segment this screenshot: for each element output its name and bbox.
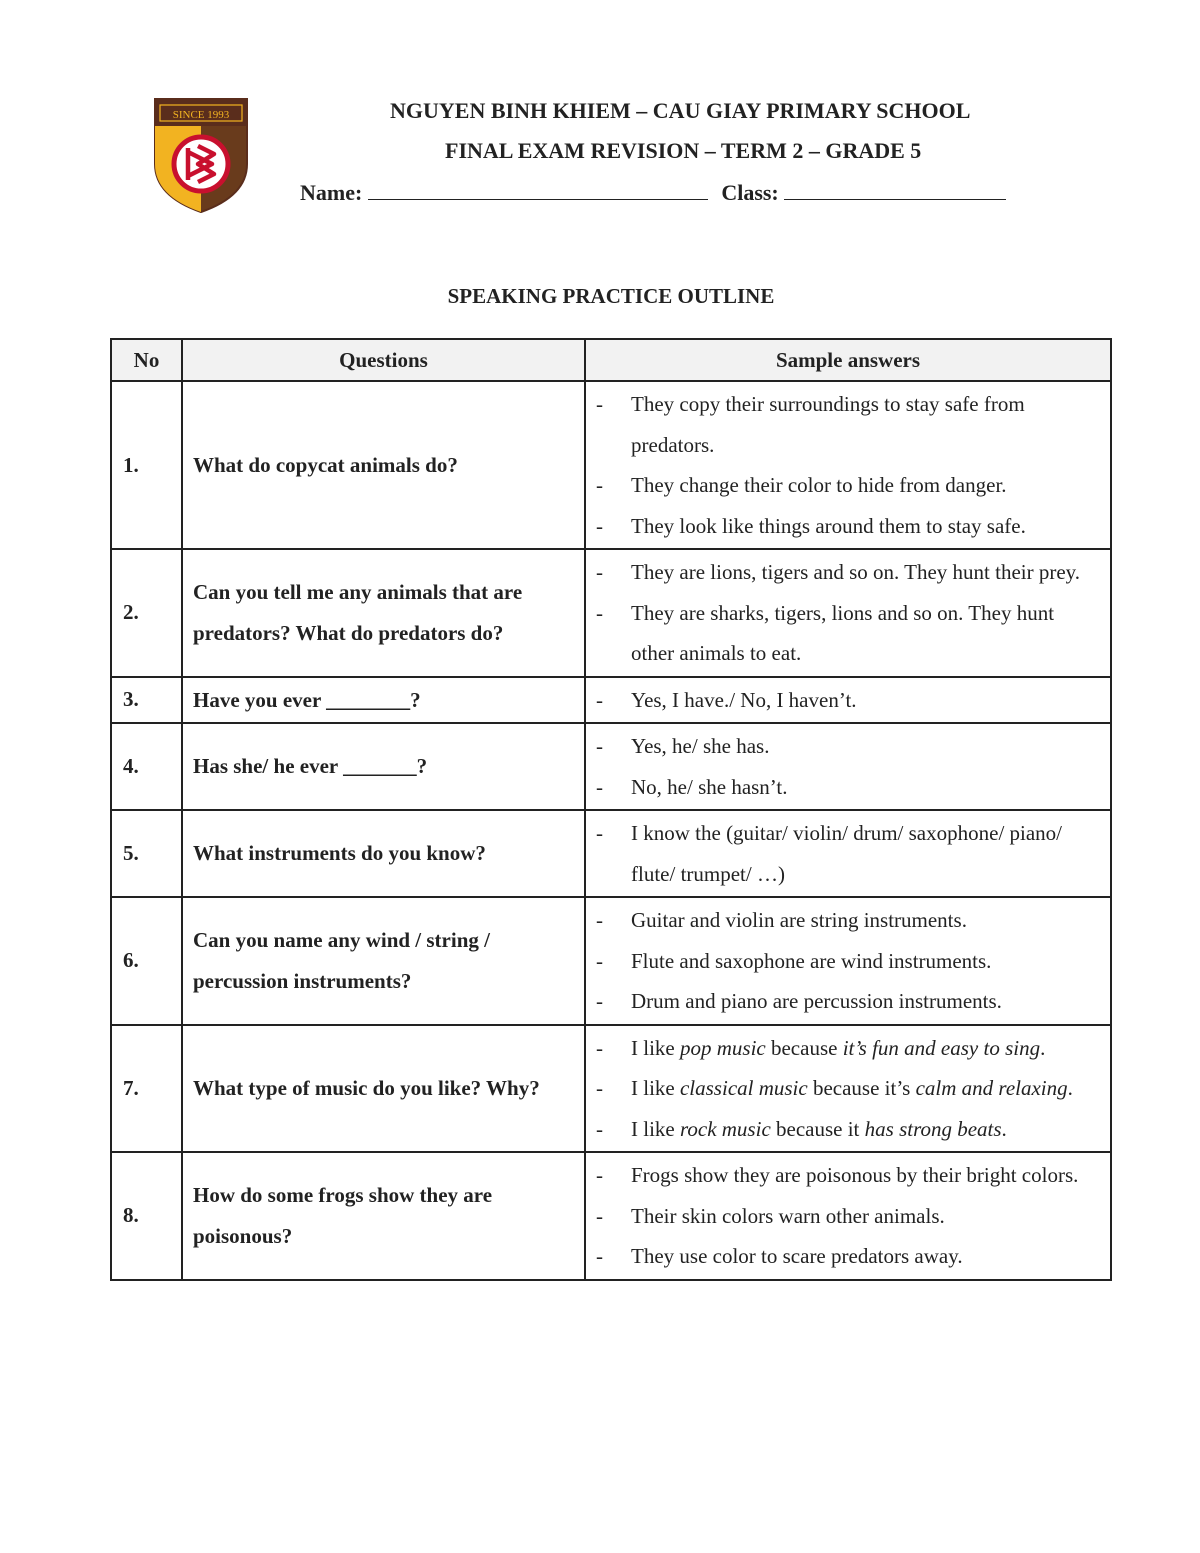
- answer-dash: -: [596, 1116, 603, 1141]
- answer-text: Drum and piano are percussion instruments.: [631, 989, 1002, 1013]
- table-body: [111, 381, 1111, 1280]
- school-name: NGUYEN BINH KHIEM – CAU GIAY PRIMARY SCHOOL: [390, 98, 971, 123]
- answer-dash: -: [596, 821, 603, 845]
- answers-cell: [585, 677, 1111, 724]
- question-cell: What type of music do you like? Why?: [182, 1025, 585, 1153]
- speaking-outline-table: [110, 338, 1112, 1281]
- answer-fragment: I like: [631, 1076, 680, 1100]
- table-row: [111, 1025, 1111, 1153]
- sample-answer: [596, 465, 1102, 506]
- answer-text: Guitar and violin are string instruments.: [631, 908, 967, 932]
- answer-emphasis: classical music: [679, 1076, 808, 1100]
- answer-text: Yes, I have./ No, I haven’t.: [631, 687, 857, 712]
- sample-answer: [596, 1155, 1102, 1196]
- answer-text: They copy their surroundings to stay safe from predators.: [631, 392, 1025, 457]
- class-blank[interactable]: [784, 181, 1006, 200]
- answer-dash: -: [596, 908, 603, 932]
- answer-text: They look like things around them to stay safe.: [631, 513, 1026, 538]
- name-label: Name:: [300, 180, 363, 205]
- sample-answer: [596, 1236, 1102, 1277]
- answers-cell: [585, 810, 1111, 897]
- answer-fragment: because it’s: [807, 1076, 916, 1100]
- answer-emphasis: has strong beats: [864, 1116, 1002, 1141]
- name-blank[interactable]: [368, 181, 708, 200]
- answer-text: [631, 1028, 1102, 1069]
- question-cell: What instruments do you know?: [182, 810, 585, 897]
- question-cell: How do some frogs show they are poisonous?: [182, 1152, 585, 1280]
- answer-fragment: I like: [631, 1116, 680, 1141]
- answers-cell: [585, 549, 1111, 677]
- table-row: [111, 723, 1111, 810]
- answer-dash: -: [596, 1244, 603, 1268]
- question-cell: Have you ever ________?: [182, 677, 585, 724]
- row-number: 2.: [111, 549, 182, 677]
- sample-answer: [596, 981, 1102, 1022]
- student-fields: [300, 180, 1006, 206]
- exam-title: FINAL EXAM REVISION – TERM 2 – GRADE 5: [445, 138, 922, 163]
- class-label: Class:: [721, 180, 779, 205]
- row-number: 1.: [111, 381, 182, 549]
- sample-answer: [596, 552, 1102, 593]
- school-logo: [152, 96, 250, 214]
- row-number: 3.: [111, 677, 182, 724]
- sample-answer: [596, 384, 1102, 465]
- answers-cell: [585, 1025, 1111, 1153]
- answer-text: Yes, he/ she has.: [631, 734, 770, 758]
- answer-dash: -: [596, 600, 603, 625]
- row-number: 6.: [111, 897, 182, 1025]
- header-questions: Questions: [182, 339, 585, 381]
- page-title: SPEAKING PRACTICE OUTLINE: [447, 284, 775, 308]
- row-number: 4.: [111, 723, 182, 810]
- answer-fragment: .: [1040, 1035, 1046, 1060]
- answer-emphasis: rock music: [679, 1116, 771, 1141]
- logo-since-text: SINCE 1993: [172, 109, 230, 121]
- answer-dash: -: [596, 513, 603, 538]
- sample-answer: [596, 900, 1102, 941]
- table-header-row: [111, 339, 1111, 381]
- table-row: [111, 677, 1111, 724]
- answer-dash: -: [596, 774, 603, 799]
- answers-cell: [585, 381, 1111, 549]
- answer-dash: -: [596, 948, 603, 973]
- answer-text: They change their color to hide from danger.: [631, 473, 1007, 497]
- answer-text: Frogs show they are poisonous by their bright colors.: [631, 1163, 1079, 1187]
- answer-dash: -: [596, 989, 603, 1013]
- question-cell: Can you tell me any animals that are predators? What do predators do?: [182, 549, 585, 677]
- answers-cell: [585, 1152, 1111, 1280]
- answer-dash: -: [596, 473, 603, 497]
- answer-fragment: .: [1001, 1116, 1007, 1141]
- answer-dash: -: [596, 1203, 603, 1228]
- answer-text: They are lions, tigers and so on. They hunt their prey.: [631, 560, 1081, 584]
- header-answers: Sample answers: [585, 339, 1111, 381]
- answer-emphasis: pop music: [679, 1035, 766, 1060]
- answer-dash: -: [596, 734, 603, 758]
- answer-text: They are sharks, tigers, lions and so on. They hunt other animals to eat.: [631, 600, 1055, 665]
- table-row: [111, 549, 1111, 677]
- sample-answer: [596, 1068, 1102, 1109]
- question-cell: Has she/ he ever _______?: [182, 723, 585, 810]
- answers-cell: [585, 897, 1111, 1025]
- answer-dash: -: [596, 1076, 603, 1100]
- answer-dash: -: [596, 1035, 603, 1060]
- answer-fragment: because: [765, 1035, 843, 1060]
- answer-text: They use color to scare predators away.: [631, 1244, 963, 1268]
- sample-answer: [596, 726, 1102, 767]
- answer-dash: -: [596, 560, 603, 584]
- sample-answer: [596, 593, 1102, 674]
- row-number: 8.: [111, 1152, 182, 1280]
- answer-text: Flute and saxophone are wind instruments.: [631, 948, 992, 973]
- sample-answer: [596, 1109, 1102, 1150]
- sample-answer: [596, 941, 1102, 982]
- answer-fragment: .: [1067, 1076, 1073, 1100]
- question-cell: Can you name any wind / string / percussion instruments?: [182, 897, 585, 1025]
- answer-text: [631, 1109, 1102, 1150]
- answer-fragment: I like: [631, 1035, 680, 1060]
- answer-dash: -: [596, 687, 603, 712]
- answer-text: [631, 1068, 1102, 1109]
- answer-emphasis: it’s fun and easy to sing: [842, 1035, 1041, 1060]
- answer-emphasis: calm and relaxing: [915, 1076, 1068, 1100]
- answers-cell: [585, 723, 1111, 810]
- answer-fragment: because it: [770, 1116, 865, 1141]
- answer-text: No, he/ she hasn’t.: [631, 774, 788, 799]
- answer-text: Their skin colors warn other animals.: [631, 1203, 945, 1228]
- answer-dash: -: [596, 1163, 603, 1187]
- sample-answer: [596, 813, 1102, 894]
- row-number: 5.: [111, 810, 182, 897]
- answer-text: I know the (guitar/ violin/ drum/ saxophone/ piano/ flute/ trumpet/ …): [631, 821, 1063, 886]
- answer-dash: -: [596, 392, 603, 416]
- table-row: [111, 897, 1111, 1025]
- header-no: No: [111, 339, 182, 381]
- sample-answer: [596, 767, 1102, 808]
- question-cell: What do copycat animals do?: [182, 381, 585, 549]
- sample-answer: [596, 680, 1102, 721]
- sample-answer: [596, 506, 1102, 547]
- sample-answer: [596, 1196, 1102, 1237]
- table-row: [111, 1152, 1111, 1280]
- row-number: 7.: [111, 1025, 182, 1153]
- table-row: [111, 810, 1111, 897]
- sample-answer: [596, 1028, 1102, 1069]
- table-row: [111, 381, 1111, 549]
